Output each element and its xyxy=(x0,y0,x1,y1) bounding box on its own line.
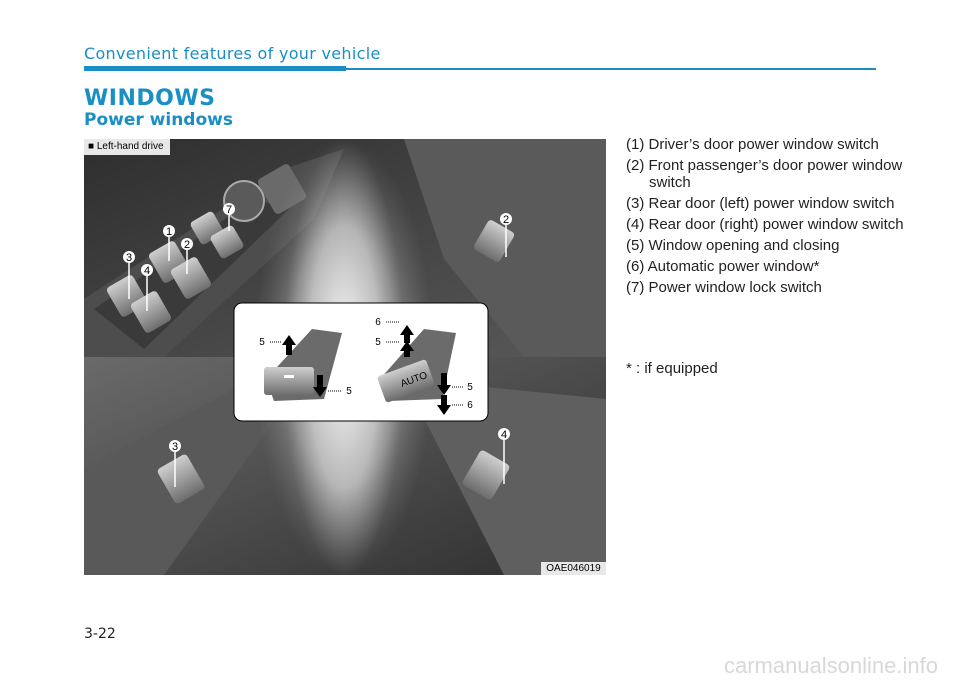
door-panels-illustration xyxy=(84,139,606,575)
svg-text:6: 6 xyxy=(467,400,473,411)
svg-text:5: 5 xyxy=(375,337,381,348)
svg-text:6: 6 xyxy=(375,317,381,328)
watermark: carmanualsonline.info xyxy=(723,653,938,678)
header-rule xyxy=(346,68,876,70)
callout-legend xyxy=(626,136,916,300)
footnote: * : if equipped xyxy=(626,360,718,377)
svg-text:5: 5 xyxy=(259,337,265,348)
legend-item: (1) Driver’s door power window switch xyxy=(626,136,879,153)
figure-caption-tag xyxy=(84,139,170,155)
legend-item: (4) Rear door (right) power window switch xyxy=(626,216,904,233)
svg-text:2: 2 xyxy=(502,214,510,226)
switch-operation-inset xyxy=(234,303,488,421)
legend-item: (5) Window opening and closing xyxy=(626,237,840,254)
svg-text:4: 4 xyxy=(500,429,508,441)
figure-code: OAE046019 xyxy=(541,562,606,575)
svg-text:3: 3 xyxy=(171,441,179,453)
page-number: 3-22 xyxy=(84,626,116,642)
svg-text:7: 7 xyxy=(225,204,233,216)
section-title: WINDOWS xyxy=(84,86,216,111)
svg-text:5: 5 xyxy=(346,386,352,397)
header-accent-bar xyxy=(84,66,346,71)
svg-text:4: 4 xyxy=(143,265,151,277)
legend-item: (7) Power window lock switch xyxy=(626,279,822,296)
square-bullet-icon: ■ xyxy=(88,141,97,152)
svg-text:AUTO: AUTO xyxy=(399,370,429,390)
subsection-title: Power windows xyxy=(84,110,233,130)
chapter-header: Convenient features of your vehicle xyxy=(84,44,381,63)
figure-caption-text: Left-hand drive xyxy=(96,141,164,152)
svg-text:1: 1 xyxy=(165,226,173,238)
svg-text:5: 5 xyxy=(467,382,473,393)
legend-item: (6) Automatic power window* xyxy=(626,258,820,275)
power-window-figure xyxy=(84,139,606,575)
legend-item: (2) Front passenger’s door power window switch xyxy=(626,157,903,191)
legend-item: (3) Rear door (left) power window switch xyxy=(626,195,895,212)
svg-text:2: 2 xyxy=(183,239,191,251)
svg-text:3: 3 xyxy=(125,252,133,264)
